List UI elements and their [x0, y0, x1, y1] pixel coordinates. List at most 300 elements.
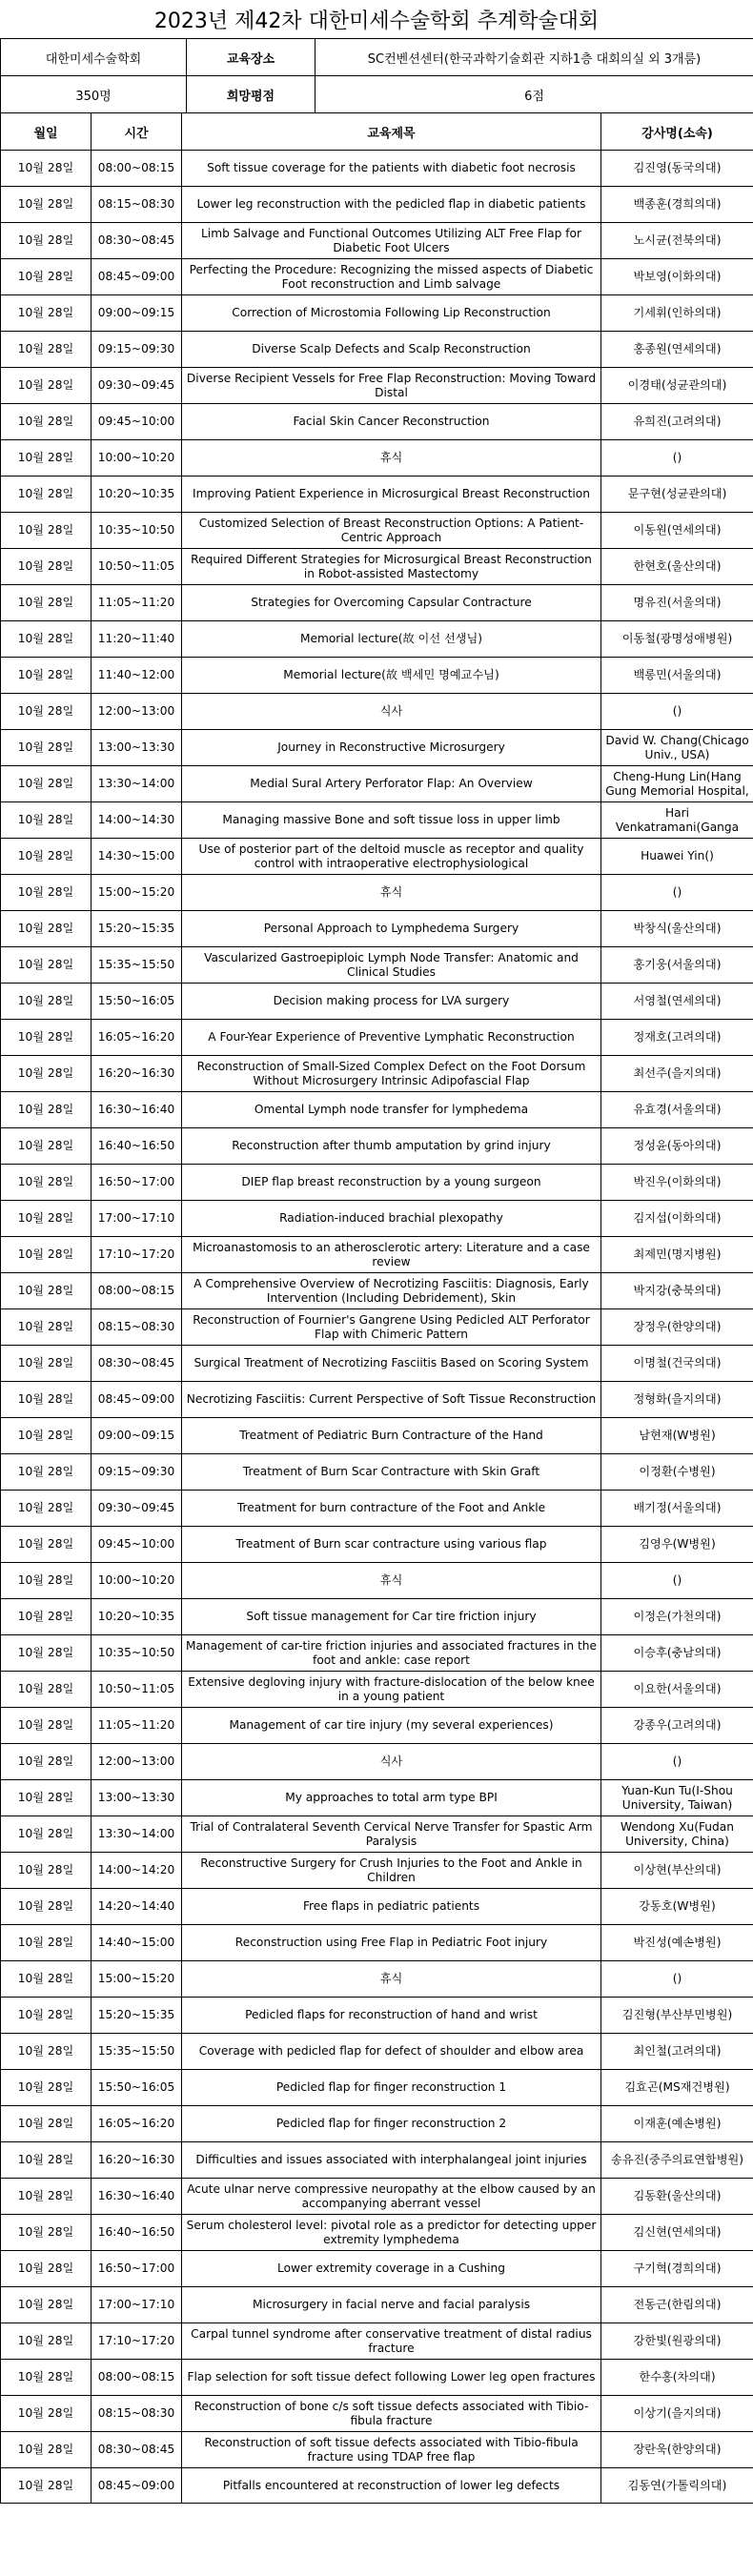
session-topic [182, 2070, 601, 2106]
session-topic-text: Flap selection for soft tissue defect following Lower leg open fractures [187, 2370, 596, 2383]
session-date-text: 10월 28일 [17, 1247, 74, 1261]
session-date [1, 1309, 92, 1346]
session-time-text: 14:00~14:30 [97, 813, 175, 826]
session-topic [182, 1020, 601, 1056]
session-time [92, 2106, 182, 2142]
session-lecturer [601, 1961, 753, 1998]
session-topic-text: Facial Skin Cancer Reconstruction [293, 415, 490, 428]
schedule-row [1, 1201, 753, 1237]
session-topic-text: Carpal tunnel syndrome after conservative treatment of distal radius fracture [191, 2326, 592, 2355]
session-topic [182, 404, 601, 440]
session-topic-text: 휴식 [379, 1972, 403, 1985]
session-lecturer-text: 정재호(고려의대) [633, 1030, 722, 1044]
session-date [1, 1346, 92, 1382]
schedule-row [1, 802, 753, 839]
session-lecturer-text: 강종우(고려의대) [633, 1718, 722, 1732]
session-topic [182, 1563, 601, 1599]
session-lecturer [601, 1237, 753, 1273]
session-time [92, 259, 182, 295]
session-topic-text: Diverse Scalp Defects and Scalp Reconstruction [252, 342, 531, 355]
session-time [92, 513, 182, 549]
session-lecturer-text: 기세휘(인하의대) [633, 306, 722, 319]
session-topic [182, 2251, 601, 2287]
session-lecturer-text: 이상기(을지의대) [633, 2406, 722, 2420]
session-lecturer [601, 1092, 753, 1128]
session-lecturer-text: () [672, 1972, 682, 1985]
session-topic-text: Microsurgery in facial nerve and facial paralysis [252, 2298, 531, 2311]
session-time [92, 2034, 182, 2070]
session-lecturer-text: 백롱민(서울의대) [633, 668, 722, 681]
session-lecturer [601, 2251, 753, 2287]
session-date-text: 10월 28일 [17, 1103, 74, 1116]
session-topic [182, 1165, 601, 1201]
schedule-row [1, 1708, 753, 1744]
session-time [92, 549, 182, 585]
schedule-row [1, 2396, 753, 2432]
session-lecturer [601, 911, 753, 947]
session-lecturer-text: 이동원(연세의대) [633, 523, 722, 537]
session-date-text: 10월 28일 [17, 1682, 74, 1695]
schedule-row [1, 911, 753, 947]
session-lecturer-text: () [672, 704, 682, 718]
session-lecturer-text: Cheng-Hung Lin(Hang Gung Memorial Hospital, [605, 769, 749, 798]
session-date [1, 2179, 92, 2215]
session-date-text: 10월 28일 [17, 161, 74, 174]
session-time-text: 13:30~14:00 [97, 1827, 175, 1840]
session-time [92, 1744, 182, 1780]
session-topic-text: Pedicled flap for finger reconstruction 1 [275, 2080, 507, 2094]
session-topic [182, 2034, 601, 2070]
session-time [92, 766, 182, 802]
session-date-text: 10월 28일 [17, 668, 74, 681]
session-date [1, 802, 92, 839]
session-lecturer-text: 김진형(부산부민병원) [621, 2008, 733, 2021]
session-date-text: 10월 28일 [17, 378, 74, 392]
session-time [92, 1599, 182, 1635]
session-time [92, 1816, 182, 1853]
session-time-text: 14:20~14:40 [97, 1899, 175, 1913]
session-time [92, 223, 182, 259]
schedule-row [1, 1273, 753, 1309]
session-lecturer [601, 1346, 753, 1382]
session-time-text: 12:00~13:00 [97, 1755, 175, 1768]
session-time-text: 08:30~08:45 [97, 233, 175, 247]
session-lecturer [601, 1816, 753, 1853]
session-time [92, 151, 182, 187]
session-lecturer-text: 한수홍(차의대) [639, 2370, 716, 2383]
session-time [92, 1853, 182, 1889]
session-lecturer [601, 1056, 753, 1092]
session-time-text: 13:00~13:30 [97, 740, 175, 754]
session-topic-text: A Four-Year Experience of Preventive Lymphatic Reconstruction [208, 1030, 575, 1044]
session-time [92, 1382, 182, 1418]
session-topic [182, 1092, 601, 1128]
session-lecturer [601, 1563, 753, 1599]
session-date-text: 10월 28일 [17, 2478, 74, 2492]
session-date-text: 10월 28일 [17, 2008, 74, 2021]
session-date-text: 10월 28일 [17, 1791, 74, 1804]
session-date [1, 947, 92, 984]
session-date [1, 477, 92, 513]
session-date [1, 658, 92, 694]
schedule-row [1, 477, 753, 513]
session-time-text: 08:45~09:00 [97, 1392, 175, 1406]
session-lecturer-text: 배기정(서울의대) [633, 1501, 722, 1514]
session-topic [182, 1599, 601, 1635]
session-time-text: 17:10~17:20 [97, 1247, 175, 1261]
attendee-count: 350명 [1, 76, 187, 113]
session-topic-text: Treatment for burn contracture of the Foot and Ankle [236, 1501, 546, 1514]
session-lecturer [601, 984, 753, 1020]
session-lecturer [601, 2106, 753, 2142]
session-time [92, 2468, 182, 2504]
session-topic-text: Memorial lecture(故 백세민 명예교수님) [283, 668, 499, 681]
session-date-text: 10월 28일 [17, 415, 74, 428]
session-topic-text: Reconstruction after thumb amputation by grind injury [232, 1139, 551, 1152]
session-lecturer [601, 1273, 753, 1309]
session-time [92, 1092, 182, 1128]
session-topic [182, 2323, 601, 2360]
session-time-text: 08:45~09:00 [97, 270, 175, 283]
session-time-text: 11:20~11:40 [97, 632, 175, 645]
session-lecturer-text: Yuan-Kun Tu(I-Shou University, Taiwan) [621, 1783, 733, 1812]
session-lecturer [601, 1744, 753, 1780]
schedule-row [1, 332, 753, 368]
schedule-row [1, 947, 753, 984]
session-time-text: 14:40~15:00 [97, 1936, 175, 1949]
session-date-text: 10월 28일 [17, 2117, 74, 2130]
session-topic-text: Medial Sural Artery Perforator Flap: An Overview [250, 777, 533, 790]
session-date [1, 513, 92, 549]
session-lecturer [601, 1128, 753, 1165]
session-topic [182, 585, 601, 621]
schedule-row [1, 1816, 753, 1853]
session-date [1, 2142, 92, 2179]
schedule-row [1, 1020, 753, 1056]
session-lecturer [601, 2432, 753, 2468]
session-lecturer [601, 187, 753, 223]
session-topic [182, 1273, 601, 1309]
session-time [92, 1563, 182, 1599]
session-topic-text: Lower leg reconstruction with the pedicled flap in diabetic patients [196, 197, 586, 211]
session-lecturer-text: 노시균(전북의대) [633, 233, 722, 247]
session-lecturer-text: 김지섭(이화의대) [633, 1211, 722, 1225]
session-lecturer-text: 이경태(성균관의대) [627, 378, 727, 392]
session-time-text: 08:00~08:15 [97, 2370, 175, 2383]
session-date-text: 10월 28일 [17, 306, 74, 319]
schedule-row [1, 2360, 753, 2396]
session-lecturer-text: 이동철(광명성애병원) [621, 632, 733, 645]
session-time-text: 16:30~16:40 [97, 1103, 175, 1116]
session-lecturer [601, 513, 753, 549]
session-lecturer-text: 이정은(가천의대) [633, 1610, 722, 1623]
session-topic-text: Memorial lecture(故 이선 선생님) [299, 632, 483, 645]
session-topic-text: Omental Lymph node transfer for lymphedema [254, 1103, 529, 1116]
session-topic-text: Reconstruction of soft tissue defects associated with Tibio-fibula fracture using TDAP free flap [204, 2435, 579, 2464]
session-topic [182, 2179, 601, 2215]
session-date [1, 911, 92, 947]
session-time-text: 13:30~14:00 [97, 777, 175, 790]
session-date [1, 621, 92, 658]
session-date-text: 10월 28일 [17, 1936, 74, 1949]
session-date-text: 10월 28일 [17, 596, 74, 609]
session-topic-text: Extensive degloving injury with fracture-dislocation of the below knee in a young patient [188, 1674, 595, 1703]
session-lecturer [601, 2034, 753, 2070]
place-value: SC컨벤션센터(한국과학기술회관 지하1층 대회의실 외 3개룸) [315, 39, 753, 76]
session-date-text: 10월 28일 [17, 2153, 74, 2166]
session-lecturer [601, 1454, 753, 1491]
session-time-text: 13:00~13:30 [97, 1791, 175, 1804]
session-time-text: 15:50~16:05 [97, 994, 175, 1007]
session-lecturer [601, 1020, 753, 1056]
session-date-text: 10월 28일 [17, 1863, 74, 1876]
session-lecturer-text: 송유진(중주의료연합병원) [610, 2153, 743, 2166]
session-topic-text: Necrotizing Fasciitis: Current Perspective of Soft Tissue Reconstruction [186, 1392, 597, 1406]
session-time-text: 15:35~15:50 [97, 958, 175, 971]
session-lecturer [601, 694, 753, 730]
session-date-text: 10월 28일 [17, 2044, 74, 2058]
session-topic [182, 1925, 601, 1961]
schedule-row [1, 621, 753, 658]
session-date-text: 10월 28일 [17, 1573, 74, 1587]
session-topic [182, 911, 601, 947]
schedule-row [1, 2034, 753, 2070]
session-date [1, 2215, 92, 2251]
session-time-text: 08:00~08:15 [97, 161, 175, 174]
session-topic [182, 1998, 601, 2034]
session-time [92, 2251, 182, 2287]
session-time-text: 09:00~09:15 [97, 306, 175, 319]
session-date-text: 10월 28일 [17, 1501, 74, 1514]
session-date-text: 10월 28일 [17, 1755, 74, 1768]
session-date-text: 10월 28일 [17, 2189, 74, 2202]
session-time [92, 1998, 182, 2034]
session-topic-text: A Comprehensive Overview of Necrotizing Fasciitis: Diagnosis, Early Intervention (Including Debridement), Skin [193, 1276, 589, 1305]
session-lecturer-text: 이재훈(예손병원) [633, 2117, 722, 2130]
session-time [92, 2396, 182, 2432]
schedule-row [1, 368, 753, 404]
session-lecturer-text: 박진우(이화의대) [633, 1175, 722, 1188]
session-topic [182, 1744, 601, 1780]
session-lecturer-text: 문구현(성균관의대) [627, 487, 727, 500]
session-date [1, 2323, 92, 2360]
header-date: 월일 [1, 113, 92, 151]
session-topic-text: Decision making process for LVA surgery [273, 994, 510, 1007]
session-topic-text: Use of posterior part of the deltoid muscle as receptor and quality control with intraoperative electrophysiological [198, 842, 584, 870]
session-time-text: 09:45~10:00 [97, 1537, 175, 1551]
session-date [1, 1527, 92, 1563]
session-lecturer-text: 박창식(울산의대) [633, 922, 722, 935]
session-topic [182, 295, 601, 332]
session-topic-text: Required Different Strategies for Microsurgical Breast Reconstruction in Robot-assisted Mastectomy [191, 552, 592, 580]
session-time-text: 10:35~10:50 [97, 1646, 175, 1659]
session-date-text: 10월 28일 [17, 2262, 74, 2275]
schedule-row [1, 1635, 753, 1672]
session-date [1, 2034, 92, 2070]
session-time-text: 11:05~11:20 [97, 596, 175, 609]
session-topic [182, 259, 601, 295]
session-time [92, 947, 182, 984]
session-date [1, 259, 92, 295]
header-topic: 교육제목 [182, 113, 601, 151]
session-topic [182, 2468, 601, 2504]
session-date-text: 10월 28일 [17, 994, 74, 1007]
session-time [92, 1635, 182, 1672]
session-lecturer-text: 명유진(서울의대) [633, 596, 722, 609]
schedule-row [1, 1237, 753, 1273]
session-topic [182, 658, 601, 694]
info-row-1 [1, 39, 753, 76]
session-date [1, 549, 92, 585]
session-topic [182, 549, 601, 585]
session-time [92, 332, 182, 368]
session-lecturer-text: 박보영(이화의대) [633, 270, 722, 283]
schedule-row [1, 404, 753, 440]
session-lecturer [601, 2142, 753, 2179]
session-time [92, 2323, 182, 2360]
session-time-text: 09:45~10:00 [97, 415, 175, 428]
session-lecturer-text: 남현재(W병원) [639, 1429, 716, 1442]
session-lecturer [601, 1853, 753, 1889]
session-lecturer-text: () [672, 885, 682, 899]
session-date [1, 1454, 92, 1491]
session-topic-text: Acute ulnar nerve compressive neuropathy at the elbow caused by an accompanying aberrant vessel [187, 2181, 596, 2210]
score-value: 6점 [315, 76, 753, 113]
schedule-row [1, 2251, 753, 2287]
session-lecturer [601, 2360, 753, 2396]
session-time [92, 694, 182, 730]
session-lecturer-text: 유효경(서울의대) [633, 1103, 722, 1116]
session-time-text: 12:00~13:00 [97, 704, 175, 718]
session-date [1, 1418, 92, 1454]
session-time-text: 14:00~14:20 [97, 1863, 175, 1876]
session-topic-text: Management of car tire injury (my several experiences) [229, 1718, 554, 1732]
session-topic-text: Reconstructive Surgery for Crush Injuries to the Foot and Ankle in Children [200, 1856, 582, 1884]
session-topic [182, 151, 601, 187]
schedule-row [1, 875, 753, 911]
session-topic [182, 694, 601, 730]
session-date [1, 875, 92, 911]
session-time [92, 440, 182, 477]
schedule-row [1, 1128, 753, 1165]
schedule-row [1, 2432, 753, 2468]
session-lecturer [601, 947, 753, 984]
session-topic-text: Microanastomosis to an atherosclerotic artery: Literature and a case review [193, 1240, 590, 1268]
session-time-text: 15:20~15:35 [97, 2008, 175, 2021]
session-lecturer-text: 홍기웅(서울의대) [633, 958, 722, 971]
session-lecturer [601, 1635, 753, 1672]
session-time [92, 1889, 182, 1925]
session-lecturer [601, 259, 753, 295]
session-lecturer [601, 2468, 753, 2504]
session-time [92, 1309, 182, 1346]
session-topic [182, 477, 601, 513]
session-date [1, 1635, 92, 1672]
session-time-text: 10:35~10:50 [97, 523, 175, 537]
session-topic-text: Strategies for Overcoming Capsular Contracture [251, 596, 532, 609]
session-time-text: 10:00~10:20 [97, 451, 175, 464]
session-date [1, 1816, 92, 1853]
session-topic-text: Management of car-tire friction injuries and associated fractures in the foot and ankle: case report [185, 1638, 598, 1667]
schedule-body [1, 151, 753, 2504]
session-lecturer [601, 1998, 753, 2034]
session-time [92, 1491, 182, 1527]
session-date-text: 10월 28일 [17, 632, 74, 645]
session-date [1, 2360, 92, 2396]
session-time [92, 2287, 182, 2323]
session-time [92, 730, 182, 766]
session-lecturer [601, 730, 753, 766]
session-topic-text: 식사 [379, 1755, 403, 1768]
session-topic-text: Vascularized Gastroepiploic Lymph Node Transfer: Anatomic and Clinical Studies [204, 950, 579, 979]
session-date-text: 10월 28일 [17, 1175, 74, 1188]
session-lecturer [601, 2396, 753, 2432]
session-lecturer-text: () [672, 451, 682, 464]
session-date-text: 10월 28일 [17, 2370, 74, 2383]
session-lecturer-text: 이요한(서울의대) [633, 1682, 722, 1695]
schedule-row [1, 1454, 753, 1491]
session-time-text: 09:15~09:30 [97, 1465, 175, 1478]
session-lecturer-text: 박지강(충북의대) [633, 1284, 722, 1297]
schedule-header [1, 113, 753, 151]
session-time [92, 1201, 182, 1237]
session-topic [182, 1454, 601, 1491]
session-topic-text: Serum cholesterol level: pivotal role as a predictor for detecting upper extremity lymphedema [186, 2218, 597, 2246]
session-lecturer [601, 621, 753, 658]
session-time-text: 16:40~16:50 [97, 2225, 175, 2239]
session-topic-text: Pedicled flaps for reconstruction of hand and wrist [245, 2008, 538, 2021]
session-time [92, 1273, 182, 1309]
schedule-row [1, 2070, 753, 2106]
session-topic [182, 621, 601, 658]
schedule-row [1, 2287, 753, 2323]
session-date [1, 1672, 92, 1708]
session-lecturer [601, 477, 753, 513]
session-topic [182, 947, 601, 984]
session-time [92, 1237, 182, 1273]
session-time-text: 09:30~09:45 [97, 1501, 175, 1514]
session-lecturer [601, 1418, 753, 1454]
session-lecturer-text: () [672, 1573, 682, 1587]
session-date [1, 2396, 92, 2432]
session-lecturer-text: 김효곤(MS재건병원) [624, 2080, 730, 2094]
session-date-text: 10월 28일 [17, 1899, 74, 1913]
session-topic-text: Pitfalls encountered at reconstruction of lower leg defects [222, 2478, 560, 2492]
session-topic-text: Limb Salvage and Functional Outcomes Utilizing ALT Free Flap for Diabetic Foot Ulcers [201, 226, 581, 254]
session-lecturer [601, 295, 753, 332]
place-label: 교육장소 [187, 39, 315, 76]
session-time [92, 1961, 182, 1998]
session-date [1, 1708, 92, 1744]
session-time [92, 1708, 182, 1744]
session-date-text: 10월 28일 [17, 523, 74, 537]
session-lecturer-text: 전동근(한림의대) [633, 2298, 722, 2311]
session-date [1, 1998, 92, 2034]
session-time [92, 1056, 182, 1092]
session-time-text: 10:00~10:20 [97, 1573, 175, 1587]
session-lecturer [601, 875, 753, 911]
header-time: 시간 [92, 113, 182, 151]
session-lecturer-text: 장란욱(한양의대) [633, 2443, 722, 2456]
session-topic-text: Improving Patient Experience in Microsurgical Breast Reconstruction [193, 487, 590, 500]
session-topic-text: Treatment of Pediatric Burn Contracture of the Hand [239, 1429, 543, 1442]
session-time [92, 1925, 182, 1961]
session-time [92, 1527, 182, 1563]
session-lecturer-text: Wendong Xu(Fudan University, China) [621, 1819, 734, 1848]
session-time-text: 11:05~11:20 [97, 1718, 175, 1732]
session-time-text: 16:20~16:30 [97, 1066, 175, 1080]
session-date-text: 10월 28일 [17, 1646, 74, 1659]
